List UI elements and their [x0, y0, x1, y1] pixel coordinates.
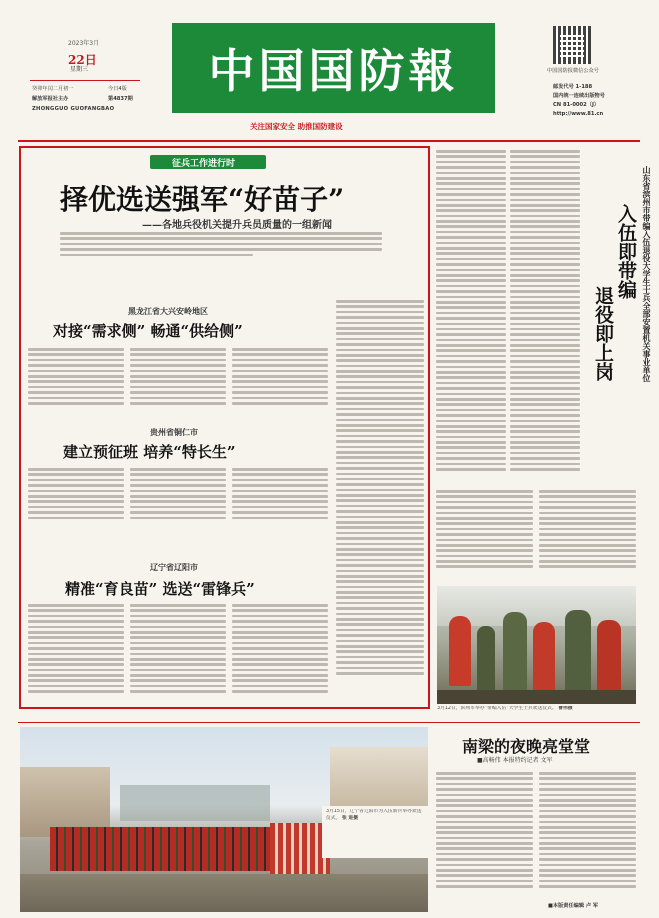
- article1-body: [28, 348, 328, 416]
- article2-body: [28, 468, 328, 526]
- article2-title: 建立预征班 培养“特长生”: [63, 443, 236, 461]
- feature-lead: [60, 232, 382, 264]
- postal-code: 邮发代号 1-188: [553, 84, 593, 90]
- feature-subheadline: ——各地兵役机关提升兵员质量的一组新闻: [142, 220, 332, 231]
- article2-region: 贵州省铜仁市: [150, 427, 198, 437]
- issue-day: 22日: [68, 53, 97, 67]
- right-story-photo: [437, 586, 636, 704]
- section-tag-label: 征兵工作进行时: [172, 159, 236, 169]
- bottom-photo-caption: [326, 809, 426, 857]
- article3-body: [28, 604, 328, 702]
- qr-caption: 中国国防报微信公众号: [547, 68, 599, 74]
- top-rule: [18, 140, 640, 142]
- website-url: http://www.81.cn: [553, 111, 604, 117]
- right-story-body-col1: [436, 150, 506, 485]
- masthead: [0, 0, 659, 140]
- right-story-subtitle: 山东省滨州市带编入伍退役大学生士兵全部安置机关事业单位: [642, 166, 652, 382]
- page-count: 今日4版: [108, 86, 127, 92]
- issue-number: 第4837期: [108, 96, 133, 102]
- page-editor: ■本版责任编辑 卢 军: [548, 903, 599, 909]
- bottom-story-body: [436, 772, 636, 900]
- issue-date-small: 2023年3月: [68, 40, 100, 47]
- masthead-rule: [30, 80, 140, 81]
- pinyin-title: ZHONGGUO GUOFANGBAO: [32, 106, 115, 112]
- bottom-photo-credit: 张 进摄: [341, 815, 358, 821]
- publisher-name: 解放军报社主办: [32, 96, 69, 102]
- cn-label: 国内统一连续出版物号: [553, 93, 605, 99]
- cn-number: CN 81-0002（J）: [553, 102, 600, 108]
- bottom-story-byline: ■高畅伟 本报特约记者 文军: [477, 757, 553, 764]
- feature-right-column: [336, 300, 424, 702]
- right-photo-caption-text: 3月12日，滨州市举办“带编入伍”大学生士兵欢送仪式。: [437, 706, 557, 711]
- bottom-photo-caption-box: [322, 806, 428, 858]
- article3-region: 辽宁省辽阳市: [150, 562, 198, 572]
- right-story-body-lower: [436, 490, 636, 580]
- masthead-slogan: 关注国家安全 助推国防建设: [250, 122, 343, 131]
- bottom-story-title: 南梁的夜晚亮堂堂: [462, 737, 591, 756]
- right-photo-caption: [437, 706, 636, 720]
- section-tag: [150, 155, 266, 169]
- newspaper-logo: 中国国防報: [172, 23, 495, 113]
- bottom-photo-caption-text: 3月15日，辽宁省辽阳市为入伍新兵举办欢送仪式。: [326, 809, 422, 821]
- article1-title: 对接“需求侧” 畅通“供给侧”: [53, 322, 243, 340]
- right-story-title-a: 入伍即带编: [615, 204, 637, 299]
- right-photo-credit: 曹伟摄: [558, 706, 573, 711]
- lunar-date: 癸卯年闰二月初一: [32, 86, 74, 92]
- issue-weekday: 星期三: [70, 66, 89, 73]
- right-story-title-b: 退役即上岗: [592, 286, 614, 381]
- qr-inner: [560, 33, 584, 57]
- article1-region: 黑龙江省大兴安岭地区: [128, 306, 208, 316]
- bottom-rule: [18, 722, 640, 723]
- right-story-body-col2: [510, 150, 580, 485]
- article3-title: 精准“育良苗” 选送“雷锋兵”: [65, 580, 255, 598]
- feature-headline: 择优选送强军“好苗子”: [60, 183, 345, 216]
